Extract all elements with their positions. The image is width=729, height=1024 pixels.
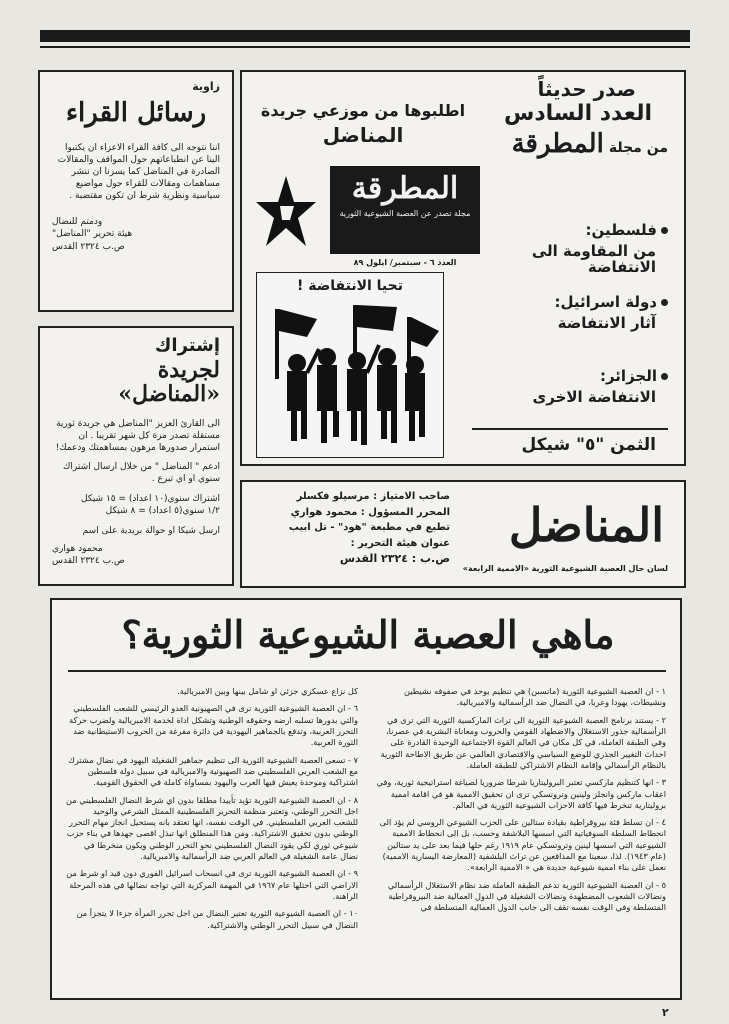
readers-sign2: هيئة تحرير "المناضل"	[52, 229, 133, 240]
subscription-box	[38, 326, 234, 586]
mitraqa-ad	[240, 70, 686, 466]
topic-3	[472, 368, 668, 405]
readers-sign1: ودمتم للنضال	[52, 217, 103, 228]
article-title: ماهي العصبة الشيوعية الثورية؟	[121, 612, 615, 657]
cover-title: المطرقة	[351, 171, 459, 206]
ad-line3-title: المطرقة	[511, 129, 604, 159]
subscription-body2: ادعم " المناضل " من خلال ارسال اشتراك سنوي او اي تبرع .	[63, 461, 220, 484]
bullet-icon	[661, 227, 668, 234]
topic-1-text: من المقاومة الى الانتفاضة	[531, 241, 656, 276]
topic-1	[472, 222, 668, 276]
top-rule-thin	[40, 46, 690, 48]
article-point-4: ٤ - ان تسلط فئة بيروقراطية بقيادة ستالين على الحزب الشيوعي الروسي لم يؤد الى انحطاط السلطة السوفياتية التي اسسها البلاشفة وحسب، بل الى انحطاط الاممية الشيوعية التي اسسها لينين وتروتسكي عام ١٩١٩ رغم حلها فيما بعد على يد ستالين (عام ١٩٤٣). لذا، سعينا مع المدافعين عن تراث البلشفية (المعارضة اليسارية الاممية) نعمل على بناء اممية شيوعية جديدة هي « الاممية الرابعة».	[379, 817, 666, 873]
readers-body: اننا نتوجه الى كافة القراء الاعزاء ان يكتبوا الينا عن انطباعاتهم حول المواقف والمقالات الصادرة في المناضل كما يسرنا ان ننشر مساهمات ومقالات للقراء حول مواضيع سياسية ونظرية شرط ان تكون مقتضبة .	[57, 142, 220, 202]
star-logo-icon	[254, 172, 318, 252]
subscription-title: لجريدة «المناضل»	[118, 356, 220, 407]
article-left-column	[66, 686, 358, 992]
topic-1-head: فلسطين:	[585, 221, 657, 239]
article-point-3: ٣ - انها كتنظيم ماركسي تعتبر البروليتاريا شرطا ضروريا لصياغة استراتيجية ثورية، وفي اعقاب ماركس وانجلز ولينين وتروتسكي ترى ان تحقيق الاممية هو في اقامة اممية بروليتارية تنخرط فيها كافة الاحزاب الشيوعية الثورية في العالم.	[376, 777, 666, 810]
article-box	[50, 598, 682, 1000]
masthead-editor: المحرر المسؤول : محمود هواري	[290, 506, 450, 518]
subscription-kicker: إشتراك	[154, 335, 220, 356]
article-point-8: ٨ - ان العصبة الشيوعية الثورية تؤيد تأييدا مطلقا بدون اي شرط النضال الفلسطيني من اجل التحرر الوطني، وتعتبر منظمة التحرير الفلسطينية الممثل الشرعي والوحيد للشعب العربي الفلسطيني. في الوقت نفسه، انها تعتقد بانه يستحيل انجاز مهام التحرر الوطني بدون تحقيق الاشتراكية. ومن هذا المنطلق انها تبذل اقصى جهدها في بناء حزب شيوعي ثوري لكي يقود النضال الفلسطيني نحو التحرر الوطني ويكون منخرطا في نضال عامة الشغيلة في العالم العربي ضد الرأسمالية والامبريالية.	[66, 794, 358, 862]
topic-2-head: دولة اسرائيل:	[554, 293, 657, 311]
masthead-tagline: لسان حال العصبة الشيوعية الثورية «الاممية الرابعة»	[462, 564, 668, 573]
topic-3-head: الجزائر:	[599, 367, 657, 385]
subscription-body1: الى القارئ العزيز "المناضل هي جريدة ثورية مستقلة تصدر مرة كل شهر تقريبا . ان استمرار صدورها مرهون بمساهمتك ودعمك!	[55, 419, 220, 454]
subscription-rate1: اشتراك سنوي(١٠ اعداد) = ١٥ شيكل	[81, 493, 220, 504]
article-point-6: ٦ - ان العصبة الشيوعية الثورية ترى في الصهيونية العدو الرئيسي للشعب الفلسطيني والتي بدورها تسلبه ارضه وحقوقه الوطنية وتشكل اداة لخدمة الامبريالية ولضرب حركة التحرر العربية، وتدفع بالجماهير اليهودية في دائرة مفرغة من الحروب الاستيطانية ضد الثورة العربية.	[69, 703, 358, 748]
masthead-owner: صاحب الامتياز : مرسيلو فكسلر	[296, 491, 450, 502]
ad-line2: العدد السادس	[504, 101, 652, 126]
topic-2-text: آثار الانتفاضة	[557, 313, 656, 332]
masthead-credits	[254, 490, 450, 567]
bullet-icon	[661, 299, 668, 306]
magazine-cover	[250, 166, 486, 267]
topic-2	[472, 294, 668, 331]
subscription-address: ص.ب ٢٣٢٤ القدس	[52, 556, 125, 567]
price-rule	[472, 428, 668, 430]
article-point-5-cont: كل نزاع عسكري جزئي او شامل بينها وبين الامبريالية.	[177, 686, 358, 696]
subscription-note: ارسل شيكا او حوالة بريدية على اسم	[82, 526, 220, 537]
readers-kicker: زاوية	[192, 80, 220, 93]
cover-sub: مجلة تصدر عن العصبة الشيوعية الثورية	[339, 209, 471, 218]
article-point-7: ٧ - تسعى العصبة الشيوعية الثورية الى تنظيم جماهير الشغيلة اليهود في نضال مشترك مع الشعب العربي الفلسطيني ضد الصهيونية والامبريالية في سبيل دولة فلسطين اشتراكية وموحدة يعيش فيها العرب واليهود بمساواة كاملة في الحقوق القومية.	[68, 754, 358, 788]
ad-order: اطلبوها من موزعي جريدة	[260, 101, 466, 120]
masthead-address-label: عنوان هيئة التحرير :	[350, 537, 450, 549]
article-point-1: ١ - ان العصبة الشيوعية الثورية (ماتسبن) هي تنظيم يوحد في صفوفه نشيطين ونشيطات، يهودا وعربا، في النضال ضد الرأسمالية والامبريالية.	[404, 686, 666, 708]
article-point-5: ٥ - ان العصبة الشيوعية الثورية تدعم الطبقة العاملة ضد نظام الاستغلال الرأسمالي ونضالات الشعوب المضطهدة ونضالات الشغيلة في الدول العمالية ضد البيروقراطية المتسلطة وفي الوقت نفسه تقف الى جانب الدول العمالية المتسلطة في	[387, 879, 666, 913]
masthead-printer: تطبع في مطبعة "هود" - تل ابيب	[288, 522, 450, 533]
article-point-10: ١٠ - ان العصبة الشيوعية الثورية تعتبر النضال من اجل تحرر المرأة جزءا لا يتجزأ من النضال في سبيل التحرر الوطني والاشتراكية.	[76, 908, 358, 930]
article-title-rule	[68, 670, 666, 672]
top-rule-thick	[40, 30, 690, 42]
topic-3-text: الانتفاضة الاخرى	[532, 387, 656, 406]
ad-price: الثمن "٥" شيكل	[521, 435, 656, 455]
readers-letters-box	[38, 70, 234, 312]
cover-panel	[330, 166, 480, 254]
poster-caption: تحيا الانتفاضة !	[297, 278, 403, 294]
article-point-9: ٩ - ان العصبة الشيوعية الثورية ترى في انسحاب اسرائيل الفوري دون قيد او شرط من الاراضي التي احتلها عام ١٩٦٧ في المهمة المركزية التي تواجه نضالها في هذه المرحلة الراهنة.	[66, 868, 358, 901]
ad-order-paper: المناضل	[322, 123, 404, 147]
article-point-2: ٢ - يستند برنامج العصبة الشيوعية الثورية الى تراث الماركسية الثورية التي ترى في الرأسمالية جذور الاستغلال والاضطهاد القومي والحروب ومعاناة البشرية في عصرنا، وفي الطبقة العاملة، في كل مكان في العالم القوة الاجتماعية الوحيدة القادرة على احداث التغيير الجذري للوضع السياسي والاقتصادي العالمي عن طريق الاطاحة الثورية بالنظام الرأسمالي وإقامة النظام الاشتراكي للطبقة العاملة.	[380, 714, 666, 770]
ad-line3	[512, 130, 668, 159]
ad-line3-prefix: من مجلة	[608, 140, 668, 156]
intifada-poster	[256, 272, 444, 458]
cover-issue: العدد ٦ - سبتمبر/ ايلول ٨٩	[353, 258, 457, 267]
readers-address: ص.ب ٢٣٢٤ القدس	[52, 241, 125, 252]
article-right-column	[374, 686, 666, 992]
readers-title: رسائل القراء	[65, 98, 207, 128]
bullet-icon	[661, 373, 668, 380]
page-number: ٢	[662, 1006, 669, 1019]
masthead-address: ص.ب : ٢٣٢٤ القدس	[339, 552, 450, 565]
subscription-name: محمود هواري	[52, 544, 103, 555]
ad-line1: صدر حديثاً	[537, 77, 636, 101]
crowd-with-flags-icon	[257, 301, 443, 451]
subscription-rate2: ١/٢ سنوي(٥ اعداد) = ٨ شيكل	[105, 506, 220, 517]
masthead	[240, 480, 686, 588]
masthead-name: المناضل	[508, 498, 664, 552]
